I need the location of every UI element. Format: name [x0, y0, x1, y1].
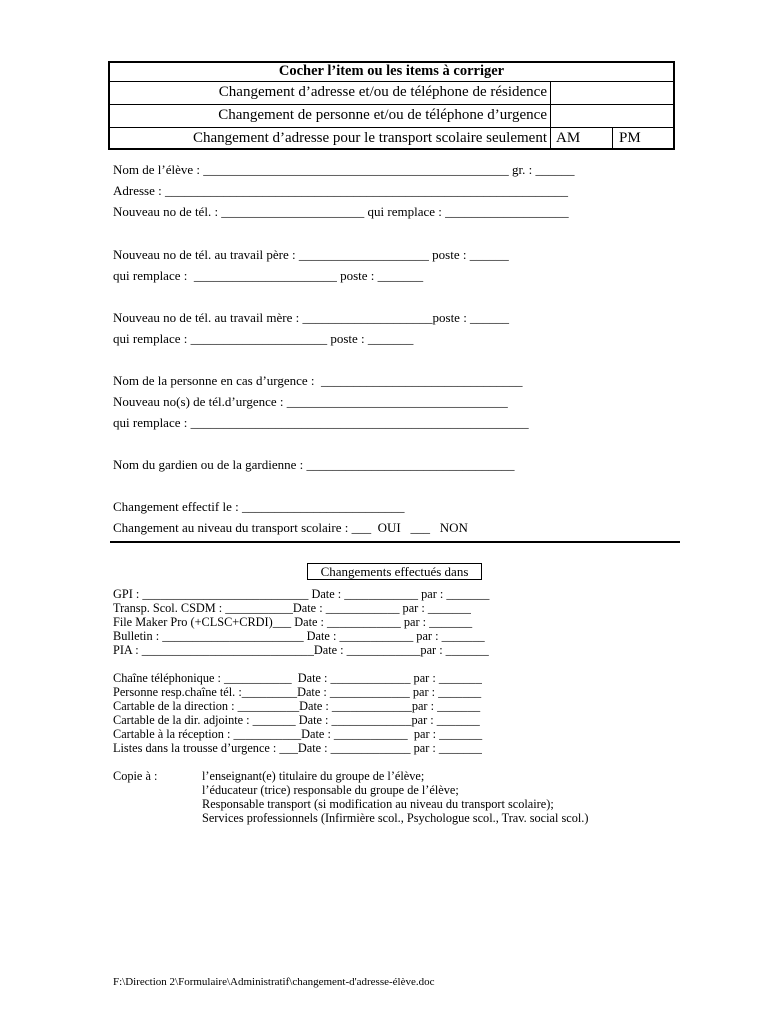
pm-label: PM: [619, 130, 641, 146]
checkbox-residence[interactable]: [551, 82, 673, 103]
change-row-cartable-reception[interactable]: Cartable à la réception : ___________Date : ____________ par : _______: [113, 727, 483, 741]
change-row-pia[interactable]: PIA : ____________________________Date : ____________par : _______: [113, 643, 489, 657]
copie-label: Copie à :: [113, 769, 158, 783]
effectif-field[interactable]: Changement effectif le : _________________________: [113, 499, 405, 514]
change-row-bulletin[interactable]: Bulletin : _______________________ Date : ____________ par : _______: [113, 629, 485, 643]
transport-oui-non-field[interactable]: Changement au niveau du transport scolaire : ___ OUI ___ NON: [113, 520, 468, 535]
row-label-residence: Changement d’adresse et/ou de téléphone de résidence: [218, 84, 547, 100]
list-item: l’éducateur (trice) responsable du groupe de l’élève;: [202, 783, 459, 797]
checkbox-pm[interactable]: [613, 128, 673, 148]
tel-pere-field[interactable]: Nouveau no de tél. au travail père : ____________________ poste : ______: [113, 247, 509, 262]
nouveau-tel-field[interactable]: Nouveau no de tél. : ______________________ qui remplace : ___________________: [113, 204, 569, 219]
checkbox-am[interactable]: [551, 128, 611, 148]
change-row-listes-urgence[interactable]: Listes dans la trousse d’urgence : ___Date : _____________ par : _______: [113, 741, 482, 755]
row-label-transport: Changement d’adresse pour le transport scolaire seulement: [192, 130, 547, 146]
changements-title: Changements effectués dans: [307, 563, 482, 580]
correction-items-table: [108, 61, 675, 150]
tel-mere-field[interactable]: Nouveau no de tél. au travail mère : ____________________poste : ______: [113, 310, 510, 325]
footer-file-path: F:\Direction 2\Formulaire\Administratif\changement-d'adresse-élève.doc: [113, 976, 435, 988]
section-divider: [110, 541, 680, 543]
tel-pere-remplace-field[interactable]: qui remplace : ______________________ poste : _______: [113, 268, 424, 283]
list-item: Services professionnels (Infirmière scol., Psychologue scol., Trav. social scol.): [202, 811, 589, 825]
urgence-tel-field[interactable]: Nouveau no(s) de tél.d’urgence : __________________________________: [113, 394, 508, 409]
gardien-field[interactable]: Nom du gardien ou de la gardienne : ________________________________: [113, 457, 515, 472]
change-row-cartable-adjointe[interactable]: Cartable de la dir. adjointe : _______ Date : _____________par : _______: [113, 713, 480, 727]
change-row-chaine[interactable]: Chaîne téléphonique : ___________ Date : _____________ par : _______: [113, 671, 482, 685]
tel-mere-remplace-field[interactable]: qui remplace : _____________________ poste : _______: [113, 331, 414, 346]
table-title: Cocher l’item ou les items à corriger: [278, 63, 505, 79]
row-label-urgence: Changement de personne et/ou de téléphone d’urgence: [218, 107, 547, 123]
change-row-cartable-direction[interactable]: Cartable de la direction : __________Date : _____________par : _______: [113, 699, 481, 713]
list-item: l’enseignant(e) titulaire du groupe de l’élève;: [202, 769, 425, 783]
nom-eleve-field[interactable]: Nom de l’élève : _______________________________________________ gr. : ______: [113, 162, 575, 177]
checkbox-urgence[interactable]: [551, 105, 673, 126]
change-row-personne-resp[interactable]: Personne resp.chaîne tél. :_________Date : _____________ par : _______: [113, 685, 482, 699]
change-row-transp[interactable]: Transp. Scol. CSDM : ___________Date : ____________ par : _______: [113, 601, 471, 615]
urgence-nom-field[interactable]: Nom de la personne en cas d’urgence : _______________________________: [113, 373, 523, 388]
change-row-gpi[interactable]: GPI : ___________________________ Date : ____________ par : _______: [113, 587, 490, 601]
list-item: Responsable transport (si modification au niveau du transport scolaire);: [202, 797, 554, 811]
urgence-remplace-field[interactable]: qui remplace : ____________________________________________________: [113, 415, 529, 430]
am-label: AM: [556, 130, 581, 146]
change-row-filemaker[interactable]: File Maker Pro (+CLSC+CRDI)___ Date : ____________ par : _______: [113, 615, 473, 629]
adresse-field[interactable]: Adresse : ______________________________________________________________: [113, 183, 568, 198]
